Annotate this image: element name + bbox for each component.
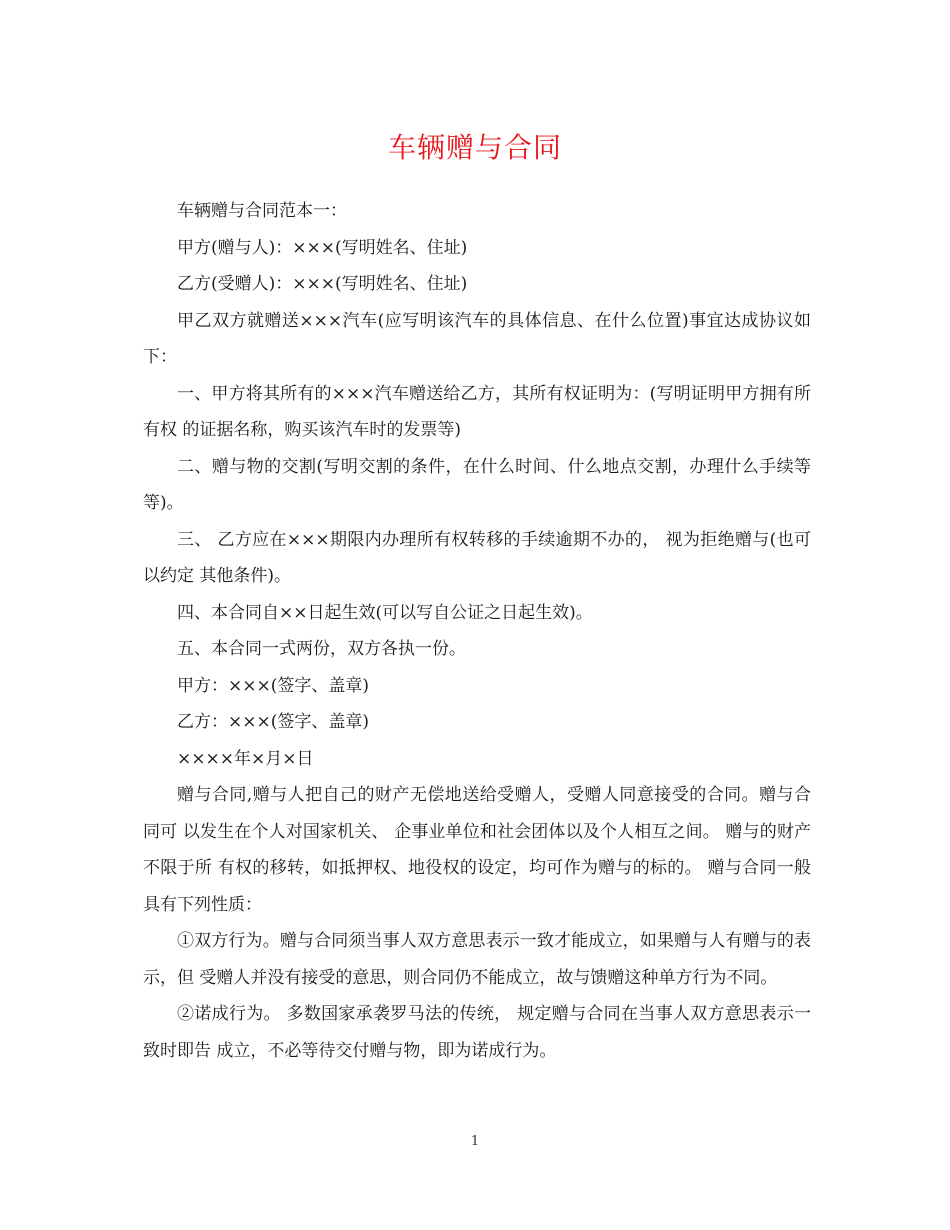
paragraph-date: ××××年×月×日 xyxy=(177,748,314,769)
paragraph-clause-5: 五、本合同一式两份，双方各执一份。 xyxy=(177,639,466,659)
document-title: 车辆赠与合同 xyxy=(387,131,562,164)
paragraph-property-2: ②诺成行为。 多数国家承袭罗马法的传统， 规定赠与合同在当事人双方意思表示一致时即告 成立，不必等待交付赠与物，即为诺成行为。 xyxy=(143,1004,811,1061)
paragraph-signature-b: 乙方：×××(签字、盖章) xyxy=(177,712,369,732)
paragraph-definition: 赠与合同,赠与人把自己的财产无偿地送给受赠人，受赠人同意接受的合同。赠与合同可 以发生在个人对国家机关、 企事业单位和社会团体以及个人相互之间。 赠与的财产不限于所 有权的移转，如抵押权、地役权的设定，均可作为赠与的标的。 赠与合同一般具有下列性质： xyxy=(143,785,811,915)
paragraph-clause-1: 一、甲方将其所有的×××汽车赠送给乙方，其所有权证明为：(写明证明甲方拥有所有权 的证据名称，购买该汽车时的发票等) xyxy=(143,383,811,440)
page-number: 1 xyxy=(470,1134,480,1149)
paragraph-party-a: 甲方(赠与人)：×××(写明姓名、住址) xyxy=(177,237,468,258)
paragraph-clause-2: 二、赠与物的交割(写明交割的条件，在什么时间、什么地点交割，办理什么手续等等)。 xyxy=(143,456,811,513)
paragraph-heading-template: 车辆赠与合同范本一： xyxy=(177,201,347,221)
paragraph-property-1: ①双方行为。赠与合同须当事人双方意思表示一致才能成立，如果赠与人有赠与的表示，但 受赠人并没有接受的意思，则合同仍不能成立，故与馈赠这种单方行为不同。 xyxy=(143,931,811,988)
paragraph-party-b: 乙方(受赠人)：×××(写明姓名、住址) xyxy=(177,274,468,294)
paragraph-agreement-intro: 甲乙双方就赠送×××汽车(应写明该汽车的具体信息、在什么位置)事宜达成协议如下： xyxy=(143,310,811,367)
paragraph-clause-3: 三、 乙方应在×××期限内办理所有权转移的手续逾期不办的， 视为拒绝赠与(也可以约定 其他条件)。 xyxy=(143,529,811,586)
paragraph-signature-a: 甲方：×××(签字、盖章) xyxy=(177,675,369,696)
paragraph-clause-4: 四、本合同自××日起生效(可以写自公证之日起生效)。 xyxy=(177,602,593,623)
document-body xyxy=(143,193,811,1069)
